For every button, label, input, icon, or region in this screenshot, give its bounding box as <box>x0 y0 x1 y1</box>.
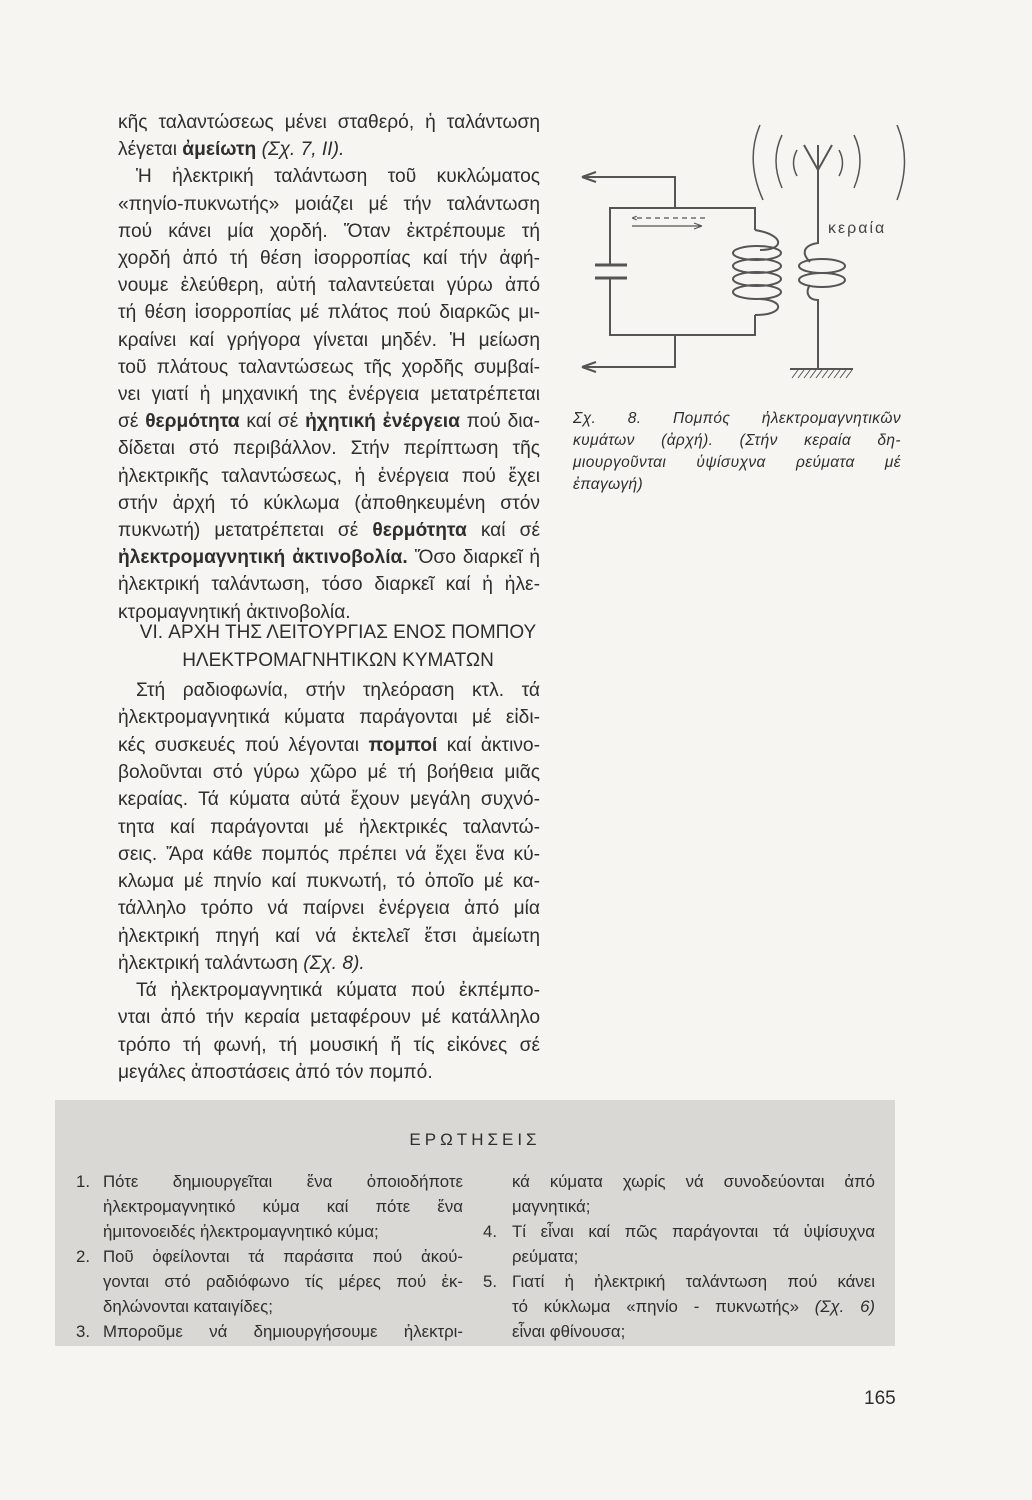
text-run: γονται στό ραδιόφωνο τίς μέρες πού ἐκ- <box>103 1272 463 1291</box>
text-line <box>103 1197 463 1217</box>
text-run: κεραίας. Τά κύματα αὐτά ἔχουν μεγάλη συχνό- <box>118 789 540 811</box>
text-line <box>118 221 540 243</box>
text-line <box>118 762 540 784</box>
text-line <box>512 1247 875 1267</box>
caption-line: μιουργοῦνται ὑψίσυχνα ρεύματα μέ <box>573 454 901 471</box>
text-line <box>118 707 540 729</box>
text-run: πού κάνει μία χορδή. Ὅταν ἐκτρέπουμε τή <box>118 220 540 242</box>
text-line <box>118 275 540 297</box>
text-line <box>118 1062 540 1084</box>
figure-reference: (Σχ. 7, II). <box>256 139 345 161</box>
text-line <box>118 898 540 920</box>
text-line <box>103 1222 463 1242</box>
text-run: ἠλεκτρική πηγή καί νά ἐκτελεῖ ἔτσι ἀμείωτη <box>118 925 540 947</box>
text-run: νουμε ἐλεύθερη, αὐτή ταλαντεύεται γύρω ἀπό <box>118 275 540 297</box>
text-run: Ὅσο διαρκεῖ ἡ <box>407 547 540 569</box>
question-number: 1. <box>76 1172 90 1191</box>
text-run: κραίνει καί γρήγορα γίνεται μηδέν. Ἡ μείωση <box>118 329 540 351</box>
radiation-waves-icon <box>753 125 904 200</box>
transmitter-circuit-figure <box>560 100 930 390</box>
text-run: λέγεται <box>118 139 183 161</box>
text-line <box>118 789 540 811</box>
text-line <box>118 112 540 134</box>
text-run: μαγνητικά; <box>512 1197 591 1216</box>
bold-term: ἠλεκτρομαγνητική ἀκτινοβολία. <box>118 547 408 569</box>
text-run: Τί εἶναι καί πῶς παράγονται τά ὑψίσυχνα <box>512 1222 875 1241</box>
figure-reference: (Σχ. 6) <box>814 1297 875 1316</box>
text-run: κλωμα μέ πηνίο καί πυκνωτή, τό ὁποῖο μέ κα- <box>118 871 540 893</box>
text-run: κτρομαγνητική ἀκτινοβολία. <box>118 601 351 623</box>
question-number: 4. <box>483 1222 497 1241</box>
text-line <box>512 1172 875 1192</box>
text-run: βολοῦνται στό γύρω χῶρο μέ τή βοήθεια μιᾶς <box>118 761 540 783</box>
text-run: Μποροῦμε νά δημιουργήσουμε ἠλεκτρι- <box>103 1322 463 1341</box>
text-run: νται ἀπό τήν κεραία μεταφέρουν μέ κατάλληλο <box>118 1007 540 1029</box>
text-line <box>118 574 540 596</box>
text-run: μεγάλες ἀποστάσεις ἀπό τόν πομπό. <box>118 1061 433 1083</box>
text-run: εἶναι φθίνουσα; <box>512 1322 626 1341</box>
text-line <box>512 1297 875 1317</box>
text-run: τρόπο τή φωνή, τή μουσική ἤ τίς εἰκόνες σέ <box>118 1034 540 1056</box>
text-line <box>103 1272 463 1292</box>
text-line <box>118 817 540 839</box>
caption-line: ἐπαγωγή) <box>573 476 644 493</box>
text-run: σεις. Ἄρα κάθε πομπός πρέπει νά ἔχει ἕνα κύ- <box>118 843 540 865</box>
text-run: ἠλεκτρομαγνητικό κύμα καί πότε ἕνα <box>103 1197 463 1216</box>
antenna-icon <box>799 145 845 368</box>
section-heading: ΗΛΕΚΤΡΟΜΑΓΝΗΤΙΚΩΝ ΚΥΜΑΤΩΝ <box>182 650 494 671</box>
text-line <box>118 302 540 324</box>
text-line <box>118 139 540 161</box>
caption-line: Σχ. 8. Πομπός ἠλεκτρομαγνητικῶν <box>573 410 901 427</box>
text-line <box>118 493 540 515</box>
text-line <box>103 1172 463 1192</box>
text-line <box>512 1222 875 1242</box>
question-number: 5. <box>483 1272 497 1291</box>
text-line <box>136 166 540 188</box>
text-line <box>118 844 540 866</box>
questions-title: ΕΡΩΤΗΣΕΙΣ <box>409 1130 541 1149</box>
text-line <box>118 384 540 406</box>
text-run: τοῦ πλάτους ταλαντώσεως τῆς χορδῆς συμβαί- <box>118 356 540 378</box>
capacitor-icon <box>595 265 627 278</box>
text-line <box>118 330 540 352</box>
text-line <box>118 248 540 270</box>
text-line <box>118 926 540 948</box>
figure-reference: (Σχ. 8). <box>303 953 365 974</box>
text-line <box>118 953 540 975</box>
text-run: καί σέ <box>466 520 541 541</box>
bold-term: θερμότητα <box>372 520 467 541</box>
text-line <box>118 871 540 893</box>
text-run: Ποῦ ὀφείλονται τά παράσιτα πού ἀκού- <box>103 1247 463 1266</box>
text-run: τητα καί παράγονται μέ ἠλεκτρικές ταλαντώ- <box>118 816 540 838</box>
text-line <box>103 1297 463 1317</box>
text-line <box>103 1322 463 1342</box>
text-line <box>136 980 540 1002</box>
text-line <box>118 547 540 569</box>
text-line <box>118 1007 540 1029</box>
section-heading: VI. ΑΡΧΗ ΤΗΣ ΛΕΙΤΟΥΡΓΙΑΣ ΕΝΟΣ ΠΟΜΠΟΥ <box>139 622 537 643</box>
text-run: καί ἀκτινο- <box>437 734 540 756</box>
text-run: δηλώνονται καταιγίδες; <box>103 1297 273 1316</box>
circuit-wire <box>610 208 755 335</box>
text-run: τό κύκλωμα «πηνίο - πυκνωτής» <box>512 1297 815 1316</box>
text-run: χορδή ἀπό τή θέση ἰσορροπίας καί τήν ἀφή- <box>118 248 540 269</box>
text-line <box>136 680 540 702</box>
text-run: Στή ραδιοφωνία, στήν τηλεόραση κτλ. τά <box>136 680 540 701</box>
text-run: καί σέ <box>239 411 306 433</box>
question-number: 2. <box>76 1247 90 1266</box>
text-line <box>118 1035 540 1057</box>
text-line <box>118 602 540 624</box>
text-run: κά κύματα χωρίς νά συνοδεύονται ἀπό <box>512 1172 875 1191</box>
antenna-label: κεραία <box>828 220 887 237</box>
output-arrow-top-icon <box>582 172 675 208</box>
text-run: «πηνίο-πυκνωτής» μοιάζει μέ τήν ταλάντωση <box>118 193 540 215</box>
text-run: πυκνωτή) μετατρέπεται σέ <box>118 520 373 541</box>
text-line <box>118 466 540 488</box>
text-line <box>118 438 540 460</box>
current-arrow-dashed-icon <box>632 215 705 221</box>
text-line <box>512 1272 875 1292</box>
text-run: ἠλεκτρική ταλάντωση <box>118 953 304 974</box>
bold-term: ἀμείωτη <box>182 139 257 161</box>
text-run: ἠλεκτρομαγνητικά κύματα παράγονται μέ εἰδι- <box>118 707 540 729</box>
ground-icon <box>790 369 853 378</box>
text-line <box>118 357 540 379</box>
text-run: τάλληλο τρόπο νά παίρνει ἐνέργεια ἀπό μία <box>118 898 540 920</box>
text-line <box>118 194 540 216</box>
text-run: ἠλεκτρική ταλάντωση, τόσο διαρκεῖ καί ἡ ἠλε- <box>118 574 540 596</box>
bold-term: ἠχητική ἐνέργεια <box>305 411 460 433</box>
primary-coil-icon <box>733 230 781 315</box>
bold-term: πομποί <box>368 734 438 756</box>
text-run: Γιατί ἡ ἠλεκτρική ταλάντωση πού κάνει <box>512 1272 875 1291</box>
text-run: Ἡ ἠλεκτρική ταλάντωση τοῦ κυκλώματος <box>136 166 540 188</box>
output-arrow-bottom-icon <box>582 335 675 372</box>
page-number: 165 <box>864 1388 896 1409</box>
text-line <box>118 520 540 542</box>
text-line <box>118 735 540 757</box>
text-run: πού δια- <box>459 411 541 433</box>
current-arrow-icon <box>632 223 702 229</box>
text-run: κῆς ταλαντώσεως μένει σταθερό, ἡ ταλάντωση <box>118 112 540 133</box>
text-run: ρεύματα; <box>512 1247 579 1266</box>
question-number: 3. <box>76 1322 90 1341</box>
text-run: ἠλεκτρικῆς ταλαντώσεως, ἡ ἐνέργεια πού ἔχει <box>118 465 540 487</box>
text-run: σέ <box>118 411 146 433</box>
text-run: Τά ἠλεκτρομαγνητικά κύματα πού ἐκπέμπο- <box>136 980 540 1001</box>
text-run: Πότε δημιουργεῖται ἕνα ὁποιοδήποτε <box>103 1172 463 1191</box>
text-line <box>103 1247 463 1267</box>
text-line <box>118 411 540 433</box>
text-run: τή θέση ἰσορροπίας μέ πλάτος πού διαρκῶς μι- <box>118 302 540 324</box>
text-run: νει γιατί ἡ μηχανική της ἐνέργεια μετατρέπεται <box>118 384 540 405</box>
text-run: ἡμιτονοειδές ἠλεκτρομαγνητικό κύμα; <box>103 1222 379 1241</box>
text-run: δίδεται στό περιβάλλον. Στήν περίπτωση τῆς <box>118 438 540 460</box>
text-run: κές συσκευές πού λέγονται <box>118 734 369 756</box>
text-line <box>512 1322 875 1342</box>
caption-line: κυμάτων (ἀρχή). (Στήν κεραία δη- <box>573 432 901 449</box>
text-run: στήν ἀρχή τό κύκλωμα (ἀποθηκευμένη στόν <box>118 492 540 514</box>
bold-term: θερμότητα <box>145 411 240 433</box>
text-line <box>512 1197 875 1217</box>
